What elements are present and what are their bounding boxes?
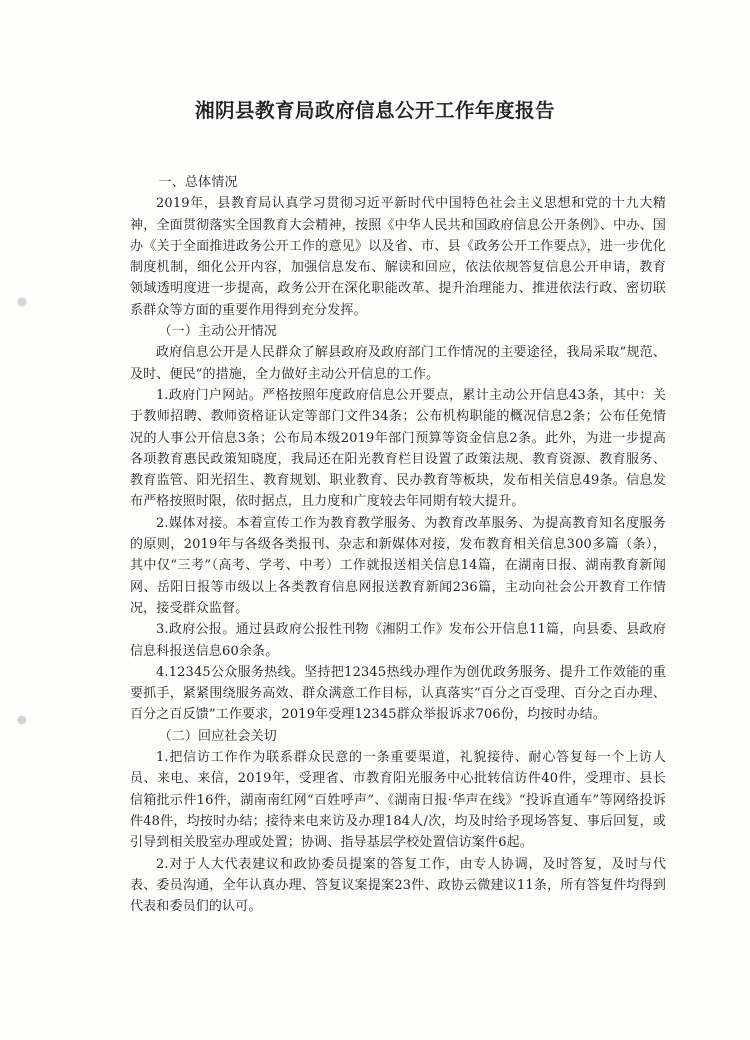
paragraph: 4.12345公众服务热线。坚持把12345热线办理作为创优政务服务、提升工作效能的重要抓手，紧紧围绕服务高效、群众满意工作目标，认真落实“百分之百受理、百分之百办理、百分之百反馈”工作要求，2019年受理12345群众举报诉求706份，均按时办结。 <box>130 664 666 723</box>
document-body <box>130 172 666 917</box>
section-heading: 一、总体情况 <box>158 175 238 190</box>
paragraph: 2.对于人大代表建议和政协委员提案的答复工作，由专人协调，及时答复，及时与代表、委员沟通，全年认真办理、答复议案提案23件、政协云微建议11条，所有答复件均得到代表和委员们的认可。 <box>130 856 666 915</box>
subsection-heading: （二）回应社会关切 <box>158 728 277 744</box>
paragraph: 2019年，县教育局认真学习贯彻习近平新时代中国特色社会主义思想和党的十九大精神，全面贯彻落实全国教育大会精神，按照《中华人民共和国政府信息公开条例》、中办、国办《关于全面推进政务公开工作的意见》以及省、市、县《政务公开工作要点》，进一步优化制度机制，细化公开内容，加强信息发布、解读和回应，依法依规答复信息公开申请，教育领域透明度进一步提高，政务公开在深化职能改革、提升治理能力、推进依法行政、密切联系群众等方面的重要作用得到充分发挥。 <box>130 196 666 318</box>
document-title: 湘阴县教育局政府信息公开工作年度报告 <box>194 99 555 122</box>
paragraph: 3.政府公报。通过县政府公报性刊物《湘阴工作》发布公开信息11篇，向县委、县政府信息科报送信息60余条。 <box>130 622 666 659</box>
binding-hole-icon <box>18 298 27 307</box>
paragraph: 1.政府门户网站。严格按照年度政府信息公开要点，累计主动公开信息43条，其中：关于教师招聘、教师资格证认定等部门文件34条；公布机构职能的概况信息2条；公布任免情况的人事公开信息3条；公布局本级2019年部门预算等资金信息2条。此外，为进一步提高各项教育惠民政策知晓度，我局还在阳光教育栏目设置了政策法规、教育资源、教育服务、教育监管、阳光招生、教育规划、职业教育、民办教育等板块，发布相关信息49条。信息发布严格按照时限，依时据点，且力度和广度较去年同期有较大提升。 <box>130 387 666 510</box>
binding-hole-icon <box>18 716 27 725</box>
paragraph: 政府信息公开是人民群众了解县政府及政府部门工作情况的主要途径，我局采取“规范、及时、便民”的措施，全力做好主动公开信息的工作。 <box>130 345 666 382</box>
subsection-heading: （一）主动公开情况 <box>158 324 277 340</box>
paragraph: 1.把信访工作作为联系群众民意的一条重要渠道，礼貌接待、耐心答复每一个上访人员、来电、来信，2019年，受理省、市教育阳光服务中心批转信访件40件，受理市、县长信箱批示件16件，湖南南红网“百姓呼声”、《湖南日报·华声在线》“投诉直通车”等网络投诉件48件，均按时办结；接待来电来访及办理184人/次，均及时给予现场答复、事后回复，或引导到相关股室办理或处置；协调、指导基层学校处置信访案件6起。 <box>130 750 666 851</box>
paragraph: 2.媒体对接。本着宣传工作为教育教学服务、为教育改革服务、为提高教育知名度服务的原则，2019年与各级各类报刊、杂志和新媒体对接，发布教育相关信息300多篇（条），其中仅“三考”（高考、学考、中考）工作就报送相关信息14篇，在湖南日报、湖南教育新闻网、岳阳日报等市级以上各类教育信息网报送教育新闻236篇，主动向社会公开教育工作情况，接受群众监督。 <box>130 515 666 616</box>
